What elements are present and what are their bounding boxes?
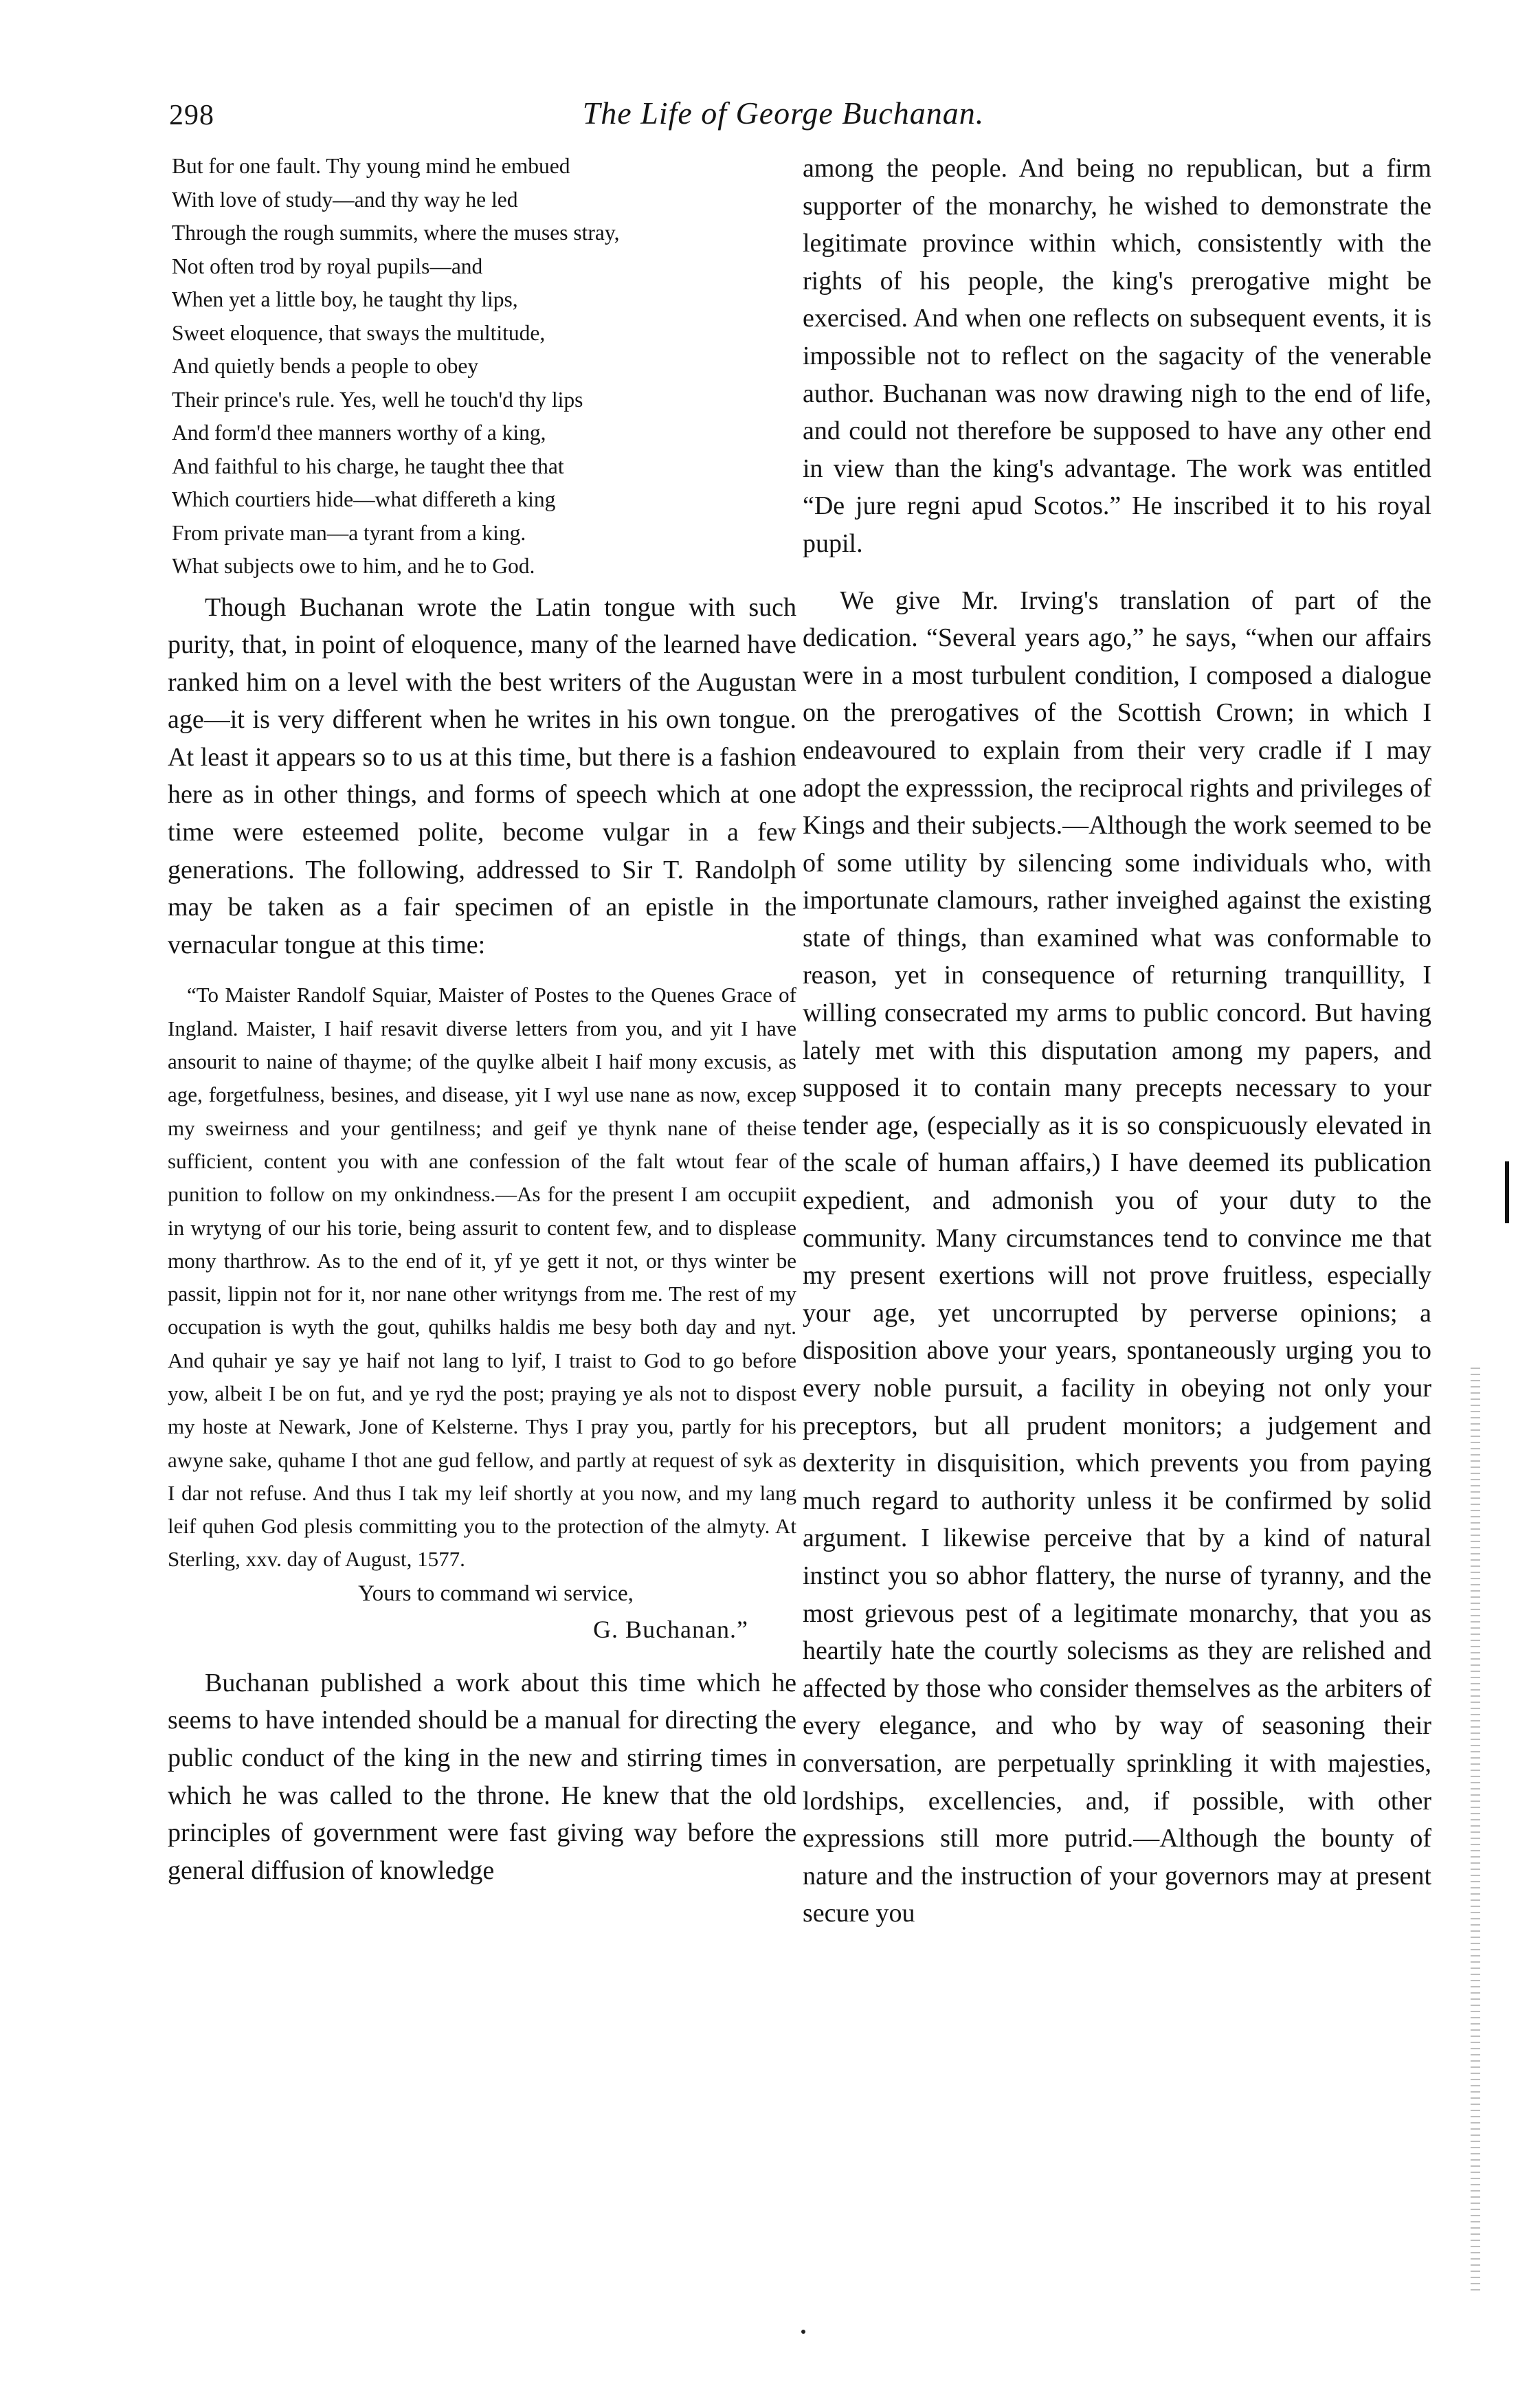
verse-line: And faithful to his charge, he taught thee that	[172, 454, 564, 478]
verse-line: And quietly bends a people to obey	[172, 354, 479, 378]
body-paragraph: Though Buchanan wrote the Latin tongue with such purity, that, in point of eloquence, many of the learned have ranked him on a level with the best writers of the Augustan age—it is very different when he writes in his own tongue. At least it appears so to us at this time, but there is a fashion here as in other things, and forms of speech which at one time were esteemed polite, become vulgar in a few generations. The following, addressed to Sir T. Randolph may be taken as a fair specimen of an epistle in the vernacular tongue at this time:	[168, 592, 796, 959]
verse-line: Not often trod by royal pupils—and	[172, 254, 483, 278]
body-paragraph: We give Mr. Irving's translation of part of the dedication. “Several years ago,” he says, “when our affairs were in a most turbulent condition, I composed a dialogue on the prerogatives of the Scottish Crown; in which I endeavoured to explain from their very cradle if I may adopt the expresssion, the reciprocal rights and privileges of Kings and their subjects.—Although the work seemed to be of some utility by silencing some individuals who, with importunate clamours, rather inveighed against the existing state of things, than examined what was conformable to reason, yet in consequence of returning tranquillity, I willing consecrated my arms to public concord. But having lately met with this disputation among my papers, and supposed it to contain many precepts necessary to your tender age, (especially as it is so conspicuously elevated in the scale of human affairs,) I have deemed its publication expedient, and admonish you of your duty to the community. Many circumstances tend to convince me that my present exertions will not prove fruitless, especially your age, yet uncorrupted by perverse opinions; a disposition above your years, spontaneously urging you to every noble pursuit, a facility in obeying not only your preceptors, but all prudent monitors; a judgement and dexterity in disquisition, which prevents you from paying much regard to authority unless it be confirmed by solid argument. I likewise perceive that by a kind of natural instinct you so abhor flattery, the nurse of tyranny, and the most grievous pest of a legitimate monarchy, that you as heartily hate the courtly solecisms as they are relished and affected by those who consider themselves as the arbiters of every elegance, and who by way of seasoning their conversation, are perpetually sprinkling it with majesties, lordships, excellencies, and, if possible, with other expressions still more putrid.—Although the bounty of nature and the instruction of your governors may at present secure you	[803, 586, 1431, 1928]
verse-line: What subjects owe to him, and he to God.	[172, 554, 535, 578]
verse-line: With love of study—and thy way he led	[172, 187, 518, 212]
verse-line: Which courtiers hide—what differeth a king	[172, 487, 556, 511]
body-paragraph: among the people. And being no republican, but a firm supporter of the monarchy, he wished to demonstrate the legitimate province within which, consistently with the rights of his people, the king's prerogative might be exercised. And when one reflects on subsequent events, it is impossible not to reflect on the sagacity of the venerable author. Buchanan was now drawing nigh to the end of life, and could not therefore be supposed to have any other end in view than the king's advantage. The work was entitled “De jure regni apud Scotos.” He inscribed it to his royal pupil.	[803, 154, 1431, 558]
ink-speck	[801, 2330, 805, 2334]
verse-line: And form'd thee manners worthy of a king,	[172, 421, 546, 445]
body-paragraph: Buchanan published a work about this time which he seems to have intended should be a manual for directing the public conduct of the king in the new and stirring times in which he was called to the throne. He knew that the old principles of government were fast giving way before the general diffusion of knowledge	[168, 1668, 796, 1885]
verse-line: Through the rough summits, where the muses stray,	[172, 221, 620, 245]
letter-closing: Yours to command wi service,	[358, 1581, 634, 1606]
running-title: The Life of George Buchanan.	[582, 96, 985, 131]
verse-line: From private man—a tyrant from a king.	[172, 520, 526, 545]
scan-edge-noise	[1471, 1368, 1480, 2295]
verse-line: Sweet eloquence, that sways the multitude,	[172, 320, 546, 345]
quoted-letter: “To Maister Randolf Squiar, Maister of Postes to the Quenes Grace of Ingland. Maister, I haif resavit diverse letters from you, and yit I have ansourit to naine of thayme; of the quylke albeit I haif mony excusis, as age, forgetfulness, besines, and disease, yit I wyl use nane as now, excep my sweirness and your gentilness; and geif ye thynk nane of theise sufficient, content you with ane confession of the falt wtout fear of punition to follow on my onkindness.—As for the present I am occupiit in wrytyng of our his torie, being assurit to content few, and to displease mony tharthrow. As to the end of it, yf ye gett it not, or thys winter be passit, lippin not for it, nor nane other writyngs from me. The rest of my occupation is wyth the gout, quhilks haldis me besy both day and nyt. And quhair ye say ye haif not lang to lyif, I traist to God to go before yow, albeit I be on fut, and ye ryd the post; praying ye als not to dispost my hoste at Newark, Jone of Kelsterne. Thys I pray you, partly for his awyne sake, quhame I thot ane gud fellow, and partly at request of syk as I dar not refuse. And thus I tak my leif shortly at you now, and my lang leif quhen God plesis committing you to the protection of the almyty. At Sterling, xxv. day of August, 1577.	[168, 983, 796, 1572]
margin-mark	[1505, 1161, 1509, 1223]
verse-block	[172, 150, 796, 583]
verse-line: Their prince's rule. Yes, well he touch'd thy lips	[172, 387, 583, 412]
right-column	[803, 150, 1431, 1932]
verse-line: When yet a little boy, he taught thy lips,	[172, 287, 518, 311]
verse-line: But for one fault. Thy young mind he embued	[172, 154, 570, 178]
left-column	[168, 150, 796, 1889]
page-number: 298	[169, 100, 214, 131]
letter-signature: G. Buchanan.”	[593, 1615, 748, 1643]
